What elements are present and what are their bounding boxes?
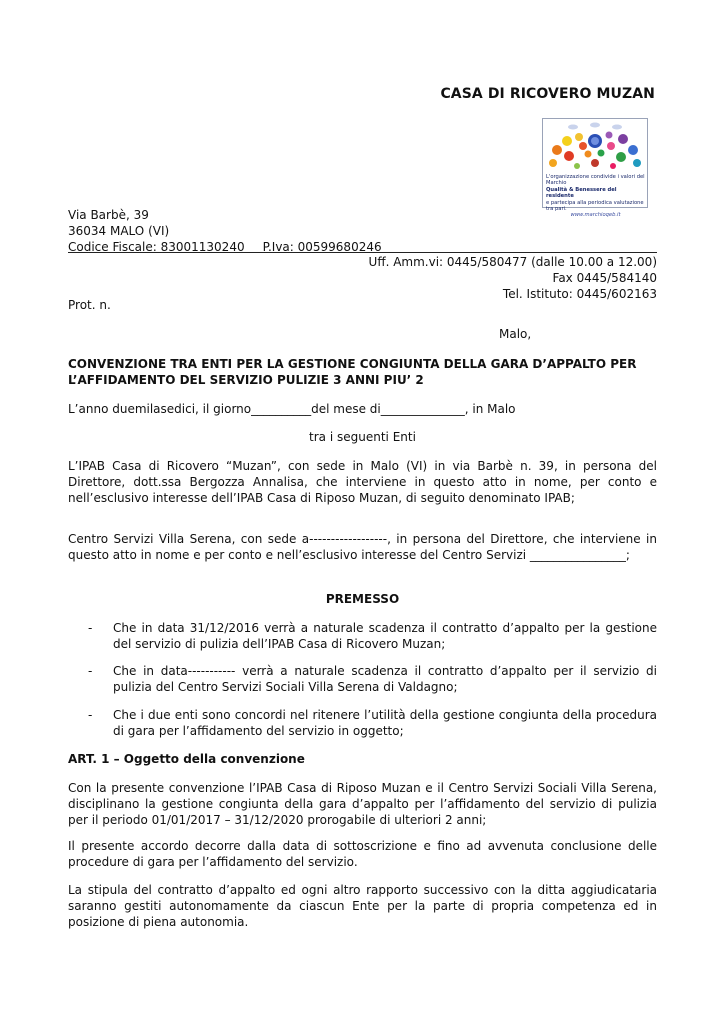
fiscal-code: Codice Fiscale: 83001130240 [68, 240, 245, 254]
logo-caption-line: L'organizzazione condivide i valori del Marchio [546, 174, 645, 187]
contacts-block [369, 254, 657, 302]
premise-text: Che i due enti sono concordi nel ritenere l’utilità della gestione congiunta della procedura di gara per l’affidamento del servizio in oggetto; [113, 708, 657, 738]
protocol-number: Prot. n. [68, 298, 111, 312]
street: Via Barbè, 39 [68, 208, 149, 222]
organization-name: CASA DI RICOVERO MUZAN [440, 86, 655, 102]
date-line: L’anno duemilasedici, il giorno__________del mese di______________, in Malo [68, 402, 516, 416]
bullet-dash: - [88, 621, 93, 635]
logo-caption-line: e partecipa alla periodica valutazione tra pari. [546, 199, 644, 213]
logo-url: www.marchioqeb.it [570, 212, 621, 219]
logo-caption [546, 174, 645, 219]
logo-graphic [543, 119, 647, 173]
party-villa-serena: Centro Servizi Villa Serena, con sede a------------------, in persona del Direttore, che interviene in questo atto in nome e per conto e nell’esclusivo interesse del Centro Servizi ________________; [68, 532, 657, 562]
logo-caption-line: Qualità & Benessere del residente [546, 186, 617, 200]
article-1-paragraph: La stipula del contratto d’appalto ed ogni altro rapporto successivo con la ditta aggiudicataria saranno gestiti autonomamente da ciascun Ente per la parte di propria competenza ed in posizione di piena autonomia. [68, 883, 657, 929]
quality-mark-logo [542, 118, 648, 219]
place-date: Malo, [499, 327, 532, 341]
city: 36034 MALO (VI) [68, 224, 170, 238]
article-1-paragraph: Con la presente convenzione l’IPAB Casa di Riposo Muzan e il Centro Servizi Sociali Villa Serena, disciplinano la gestione congiunta della gara d’appalto per l’affidamento del servizio di pulizia per il periodo 01/01/2017 – 31/12/2020 prorogabile di ulteriori 2 anni; [68, 781, 657, 827]
address-block [68, 207, 382, 255]
premise-text: Che in data----------- verrà a naturale scadenza il contratto d’appalto per il servizio di pulizia del Centro Servizi Sociali Villa Serena di Valdagno; [113, 664, 657, 694]
party-ipab: L’IPAB Casa di Ricovero “Muzan”, con sede in Malo (VI) in via Barbè n. 39, in persona del Direttore, dott.ssa Bergozza Annalisa, che interviene in questo atto in nome, per conto e nell’esclusivo interesse dell’IPAB Casa di Riposo Muzan, di seguito denominato IPAB; [68, 459, 657, 505]
premise-heading: PREMESSO [325, 592, 400, 606]
premise-item [88, 707, 657, 739]
between-parties: tra i seguenti Enti [309, 430, 416, 444]
article-1-paragraph: Il presente accordo decorre dalla data di sottoscrizione e fino ad avvenuta conclusione delle procedure di gara per l’affidamento del servizio. [68, 839, 657, 869]
premise-item [88, 663, 657, 695]
document-title: CONVENZIONE TRA ENTI PER LA GESTIONE CONGIUNTA DELLA GARA D’APPALTO PER L’AFFIDAMENTO DEL SERVIZIO PULIZIE 3 ANNI PIU’ 2 [68, 357, 637, 387]
fax-number: Fax 0445/584140 [552, 271, 657, 285]
admin-office-phone: Uff. Amm.vi: 0445/580477 (dalle 10.00 a 12.00) [368, 255, 657, 269]
bullet-dash: - [88, 708, 93, 722]
header-divider [68, 252, 657, 253]
vat-number: P.Iva: 00599680246 [262, 240, 382, 254]
institute-phone: Tel. Istituto: 0445/602163 [502, 287, 657, 301]
bullet-dash: - [88, 664, 93, 678]
premise-text: Che in data 31/12/2016 verrà a naturale scadenza il contratto d’appalto per la gestione del servizio di pulizia dell’IPAB Casa di Ricovero Muzan; [113, 621, 657, 651]
premise-item [88, 620, 657, 652]
article-1-heading: ART. 1 – Oggetto della convenzione [68, 752, 305, 766]
